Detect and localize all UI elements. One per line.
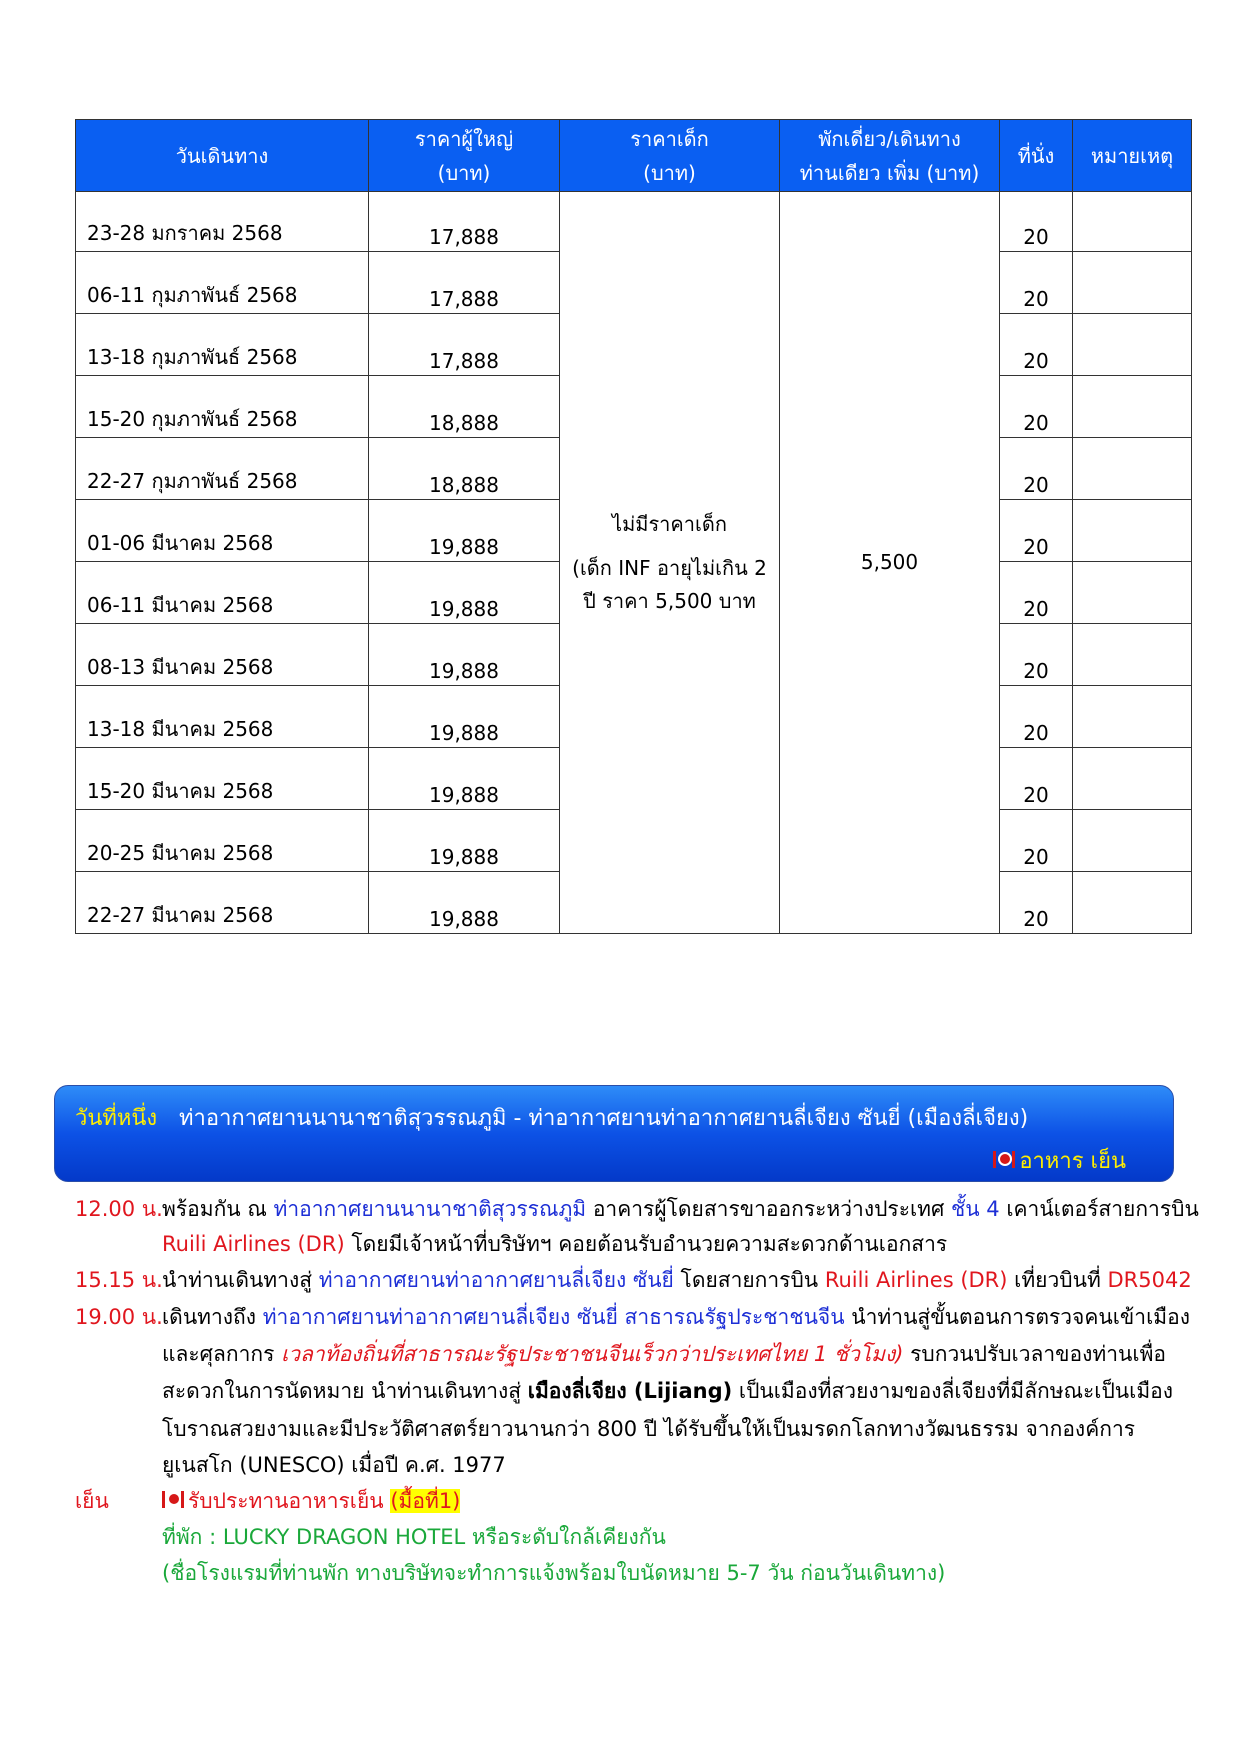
remarks-cell xyxy=(1073,810,1192,872)
remarks-cell xyxy=(1073,252,1192,314)
itinerary-segment: ท่าอากาศยานท่าอากาศยานลี่เจียง ซันยี่ สาธารณรัฐประชาชนจีน xyxy=(262,1305,845,1329)
remarks-cell xyxy=(1073,314,1192,376)
day-route: ท่าอากาศยานนานาชาติสุวรรณภูมิ - ท่าอากาศยานท่าอากาศยานลี่เจียง ซันยี่ (เมืองลี่เจียง) xyxy=(179,1106,1029,1131)
header-child-price xyxy=(560,120,780,192)
travel-date-cell: 23-28 มกราคม 2568 xyxy=(76,192,369,252)
adult-price-cell: 19,888 xyxy=(369,810,560,872)
remarks-cell xyxy=(1073,872,1192,934)
adult-price-cell: 19,888 xyxy=(369,500,560,562)
itinerary-segment: DR5042 xyxy=(1107,1268,1192,1292)
itinerary-segment: เดินทางถึง xyxy=(162,1305,263,1329)
adult-price-cell: 19,888 xyxy=(369,686,560,748)
itinerary-time: 19.00 น. xyxy=(75,1305,163,1329)
meal-summary xyxy=(993,1143,1126,1178)
adult-price-cell: 17,888 xyxy=(369,192,560,252)
itinerary-segment: เที่ยวบินที่ xyxy=(1007,1268,1108,1292)
itinerary-text xyxy=(162,1299,1190,1335)
travel-date-cell: 15-20 กุมภาพันธ์ 2568 xyxy=(76,376,369,438)
header-sublabel: (บาท) xyxy=(643,160,696,185)
header-single-supplement xyxy=(780,120,1000,192)
header-label: ราคาเด็ก xyxy=(630,126,709,151)
child-price-cell xyxy=(560,192,780,934)
meal-icon xyxy=(162,1489,184,1511)
seats-cell: 20 xyxy=(1000,314,1073,376)
travel-date-cell: 01-06 มีนาคม 2568 xyxy=(76,500,369,562)
itinerary-segment: เมืองลี่เจียง (Lijiang) xyxy=(527,1379,733,1403)
itinerary-segment: Ruili Airlines (DR) xyxy=(824,1268,1008,1292)
seats-cell: 20 xyxy=(1000,192,1073,252)
header-label: ราคาผู้ใหญ่ xyxy=(414,126,514,151)
remarks-cell xyxy=(1073,192,1192,252)
header-label: หมายเหตุ xyxy=(1090,143,1174,168)
child-price-line: ปี ราคา 5,500 บาท xyxy=(583,588,756,613)
meal-icon xyxy=(993,1149,1015,1171)
day-one-banner xyxy=(54,1085,1174,1182)
child-price-line: ไม่มีราคาเด็ก xyxy=(612,511,727,536)
itinerary-segment: โดยสายการบิน xyxy=(673,1268,825,1292)
itinerary-text xyxy=(162,1447,506,1483)
adult-price-cell: 17,888 xyxy=(369,314,560,376)
itinerary-time: 15.15 น. xyxy=(75,1268,163,1292)
day-label: วันที่หนึ่ง xyxy=(75,1106,158,1131)
travel-date-cell: 15-20 มีนาคม 2568 xyxy=(76,748,369,810)
itinerary-segment: นำท่านเดินทางสู่ xyxy=(162,1268,319,1292)
itinerary-segment: รบกวนปรับเวลาของท่านเพื่อ xyxy=(903,1342,1167,1366)
child-price-line: (เด็ก INF อายุไม่เกิน 2 xyxy=(572,555,767,580)
remarks-cell xyxy=(1073,748,1192,810)
itinerary-segment: ยูเนสโก (UNESCO) เมื่อปี ค.ศ. 1977 xyxy=(162,1453,506,1477)
seats-cell: 20 xyxy=(1000,562,1073,624)
itinerary-text xyxy=(162,1191,1199,1227)
remarks-cell xyxy=(1073,562,1192,624)
dinner-meal-text: รับประทานอาหารเย็น xyxy=(188,1489,391,1513)
itinerary-segment: อาคารผู้โดยสารขาออกระหว่างประเทศ xyxy=(586,1197,951,1221)
seats-cell: 20 xyxy=(1000,810,1073,872)
hotel-text: ที่พัก : LUCKY DRAGON HOTEL หรือระดับใกล้เคียงกัน xyxy=(162,1525,666,1549)
remarks-cell xyxy=(1073,438,1192,500)
travel-date-cell: 22-27 มีนาคม 2568 xyxy=(76,872,369,934)
itinerary-text xyxy=(162,1336,1166,1372)
itinerary-segment: เป็นเมืองที่สวยงามของลี่เจียงที่มีลักษณะเป็นเมือง xyxy=(732,1379,1174,1403)
itinerary-time: 12.00 น. xyxy=(75,1197,163,1221)
adult-price-cell: 19,888 xyxy=(369,748,560,810)
header-label: พักเดี่ยว/เดินทาง xyxy=(818,126,961,151)
header-label: ที่นั่ง xyxy=(1017,143,1055,168)
meal-summary-text: อาหาร เย็น xyxy=(1019,1149,1126,1174)
itinerary-segment: ท่าอากาศยานท่าอากาศยานลี่เจียง ซันยี่ xyxy=(318,1268,674,1292)
itinerary-text xyxy=(162,1411,1135,1447)
itinerary-segment: ชั้น 4 xyxy=(951,1197,1000,1221)
travel-date-cell: 22-27 กุมภาพันธ์ 2568 xyxy=(76,438,369,500)
remarks-cell xyxy=(1073,376,1192,438)
dinner-time: เย็น xyxy=(75,1489,109,1513)
header-seats xyxy=(1000,120,1073,192)
adult-price-cell: 18,888 xyxy=(369,438,560,500)
header-adult-price xyxy=(369,120,560,192)
header-label: วันเดินทาง xyxy=(175,143,269,168)
remarks-cell xyxy=(1073,624,1192,686)
header-travel-date xyxy=(76,120,369,192)
adult-price-cell: 19,888 xyxy=(369,624,560,686)
travel-date-cell: 06-11 กุมภาพันธ์ 2568 xyxy=(76,252,369,314)
remarks-cell xyxy=(1073,500,1192,562)
adult-price-cell: 19,888 xyxy=(369,872,560,934)
travel-date-cell: 13-18 กุมภาพันธ์ 2568 xyxy=(76,314,369,376)
itinerary-text xyxy=(162,1262,1192,1298)
seats-cell: 20 xyxy=(1000,748,1073,810)
itinerary-segment: เวลาท้องถิ่นที่สาธารณะรัฐประชาชนจีนเร็วกว่าประเทศไทย 1 ชั่วโมง) xyxy=(281,1342,904,1366)
header-sublabel: ท่านเดียว เพิ่ม (บาท) xyxy=(799,160,980,185)
adult-price-cell: 18,888 xyxy=(369,376,560,438)
seats-cell: 20 xyxy=(1000,686,1073,748)
table-row xyxy=(76,192,1192,252)
itinerary-segment: โบราณสวยงามและมีประวัติศาสตร์ยาวนานกว่า 800 ปี ได้รับขึ้นให้เป็นมรดกโลกทางวัฒนธรรม จากองค์การ xyxy=(162,1417,1136,1441)
itinerary-segment: พร้อมกัน ณ xyxy=(162,1197,274,1221)
table-header-row xyxy=(76,120,1192,192)
travel-date-cell: 06-11 มีนาคม 2568 xyxy=(76,562,369,624)
itinerary-segment: นำท่านสู่ขั้นตอนการตรวจคนเข้าเมือง xyxy=(844,1305,1190,1329)
travel-date-cell: 13-18 มีนาคม 2568 xyxy=(76,686,369,748)
travel-date-cell: 08-13 มีนาคม 2568 xyxy=(76,624,369,686)
price-table xyxy=(75,119,1192,934)
adult-price-cell: 19,888 xyxy=(369,562,560,624)
seats-cell: 20 xyxy=(1000,500,1073,562)
itinerary-text xyxy=(162,1373,1173,1409)
header-remarks xyxy=(1073,120,1192,192)
seats-cell: 20 xyxy=(1000,376,1073,438)
itinerary-segment: Ruili Airlines (DR) xyxy=(162,1232,345,1256)
header-sublabel: (บาท) xyxy=(437,160,491,185)
travel-date-cell: 20-25 มีนาคม 2568 xyxy=(76,810,369,872)
itinerary-segment: เคาน์เตอร์สายการบิน xyxy=(999,1197,1199,1221)
itinerary-segment: ท่าอากาศยานนานาชาติสุวรรณภูมิ xyxy=(273,1197,587,1221)
seats-cell: 20 xyxy=(1000,624,1073,686)
single-supplement-cell: 5,500 xyxy=(780,192,1000,934)
dinner-text xyxy=(162,1483,460,1519)
meal-number-badge: (มื้อที่1) xyxy=(390,1489,461,1513)
remarks-cell xyxy=(1073,686,1192,748)
seats-cell: 20 xyxy=(1000,252,1073,314)
adult-price-cell: 17,888 xyxy=(369,252,560,314)
itinerary-segment: สะดวกในการนัดหมาย นำท่านเดินทางสู่ xyxy=(162,1379,528,1403)
seats-cell: 20 xyxy=(1000,438,1073,500)
seats-cell: 20 xyxy=(1000,872,1073,934)
itinerary-segment: โดยมีเจ้าหน้าที่บริษัทฯ คอยต้อนรับอำนวยความสะดวกด้านเอกสาร xyxy=(344,1232,948,1256)
hotel-note-text: (ชื่อโรงแรมที่ท่านพัก ทางบริษัทจะทำการแจ้งพร้อมใบนัดหมาย 5-7 วัน ก่อนวันเดินทาง) xyxy=(162,1561,946,1585)
itinerary-text xyxy=(162,1226,947,1262)
itinerary-segment: และศุลกากร xyxy=(162,1342,282,1366)
